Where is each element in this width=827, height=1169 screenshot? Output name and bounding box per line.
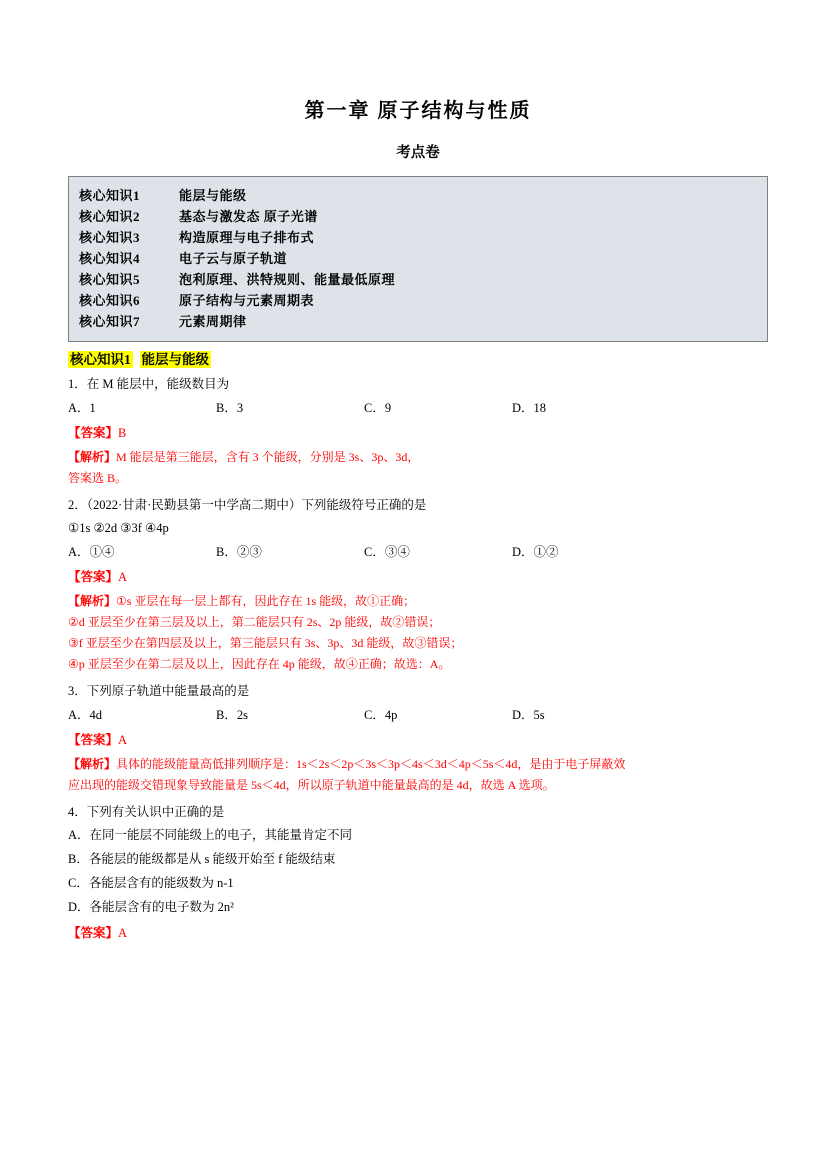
analysis-text: 答案选 B。 (68, 471, 128, 485)
option-d[interactable]: D．5s (512, 708, 545, 722)
option-b[interactable]: B．各能层的能级都是从 s 能级开始至 f 能级结束 (68, 852, 336, 866)
option-d[interactable]: D．①② (512, 545, 559, 559)
analysis-text: ③f 亚层至少在第四层及以上，第三能层只有 3s、3p、3d 能级，故③错误； (68, 636, 463, 650)
toc-item-text: 原子结构与元素周期表 (179, 293, 315, 308)
toc-item (79, 248, 757, 269)
analysis-text: ④p 亚层至少在第二层及以上，因此存在 4p 能级，故④正确；故选：A。 (68, 657, 451, 671)
answer-value: A (118, 733, 128, 747)
question-block (68, 680, 768, 796)
analysis-text: 具体的能级能量高低排列顺序是：1s＜2s＜2p＜3s＜3p＜4s＜3d＜4p＜5s＜4d，是由于电子屏蔽效 (116, 757, 626, 771)
toc-item (79, 269, 757, 290)
analysis-label: 【解析】 (68, 450, 117, 464)
section-heading (68, 348, 768, 368)
answer-label: 【答案】 (68, 426, 119, 440)
answer-value: A (118, 570, 128, 584)
analysis-text: ①s 亚层在每一层上都有，因此存在 1s 能级，故①正确； (116, 594, 416, 608)
question-options (68, 704, 768, 726)
toc-item-key: 核心知识1 (79, 188, 141, 203)
toc-item-key: 核心知识3 (79, 230, 141, 245)
option-c[interactable]: C．③④ (364, 545, 410, 559)
analysis-text: 应出现的能级交错现象导致能量是 5s＜4d，所以原子轨道中能量最高的是 4d，故选 A 选项。 (68, 778, 555, 792)
section-heading-key: 核心知识1 (70, 352, 131, 367)
answer-value: B (118, 426, 127, 440)
analysis-label: 【解析】 (68, 594, 117, 608)
option-b[interactable]: B．3 (216, 401, 244, 415)
answer-label: 【答案】 (68, 570, 119, 584)
question-options (68, 541, 768, 563)
analysis-text: ②d 亚层至少在第三层及以上，第二能层只有 2s、2p 能级，故②错误； (68, 615, 441, 629)
core-knowledge-list (68, 176, 768, 342)
analysis-text: M 能层是第三能层，含有 3 个能级，分别是 3s、3p、3d， (116, 450, 420, 464)
answer-value: A (118, 926, 128, 940)
section-heading-title: 能层与能级 (141, 352, 209, 367)
toc-item-key: 核心知识2 (79, 209, 141, 224)
page-subtitle: 考点卷 (396, 145, 440, 161)
analysis-line (68, 591, 768, 612)
toc-item (79, 206, 757, 227)
toc-item-key: 核心知识7 (79, 314, 141, 329)
page-title: 第一章 原子结构与性质 (304, 100, 532, 122)
question-block (68, 494, 768, 675)
answer-line (68, 729, 768, 751)
option-a[interactable]: A．①④ (68, 545, 115, 559)
question-stem: 2．（2022·甘肃·民勤县第一中学高二期中）下列能级符号正确的是 (68, 498, 427, 512)
question-stem: 4．下列有关认识中正确的是 (68, 805, 225, 819)
toc-item (79, 185, 757, 206)
option-c[interactable]: C．各能层含有的能级数为 n-1 (68, 876, 234, 890)
option-b[interactable]: B．2s (216, 708, 248, 722)
question-stem: 1．在 M 能层中，能级数目为 (68, 377, 230, 391)
toc-item-text: 基态与激发态 原子光谱 (179, 209, 318, 224)
toc-item (79, 311, 757, 332)
toc-item-key: 核心知识6 (79, 293, 141, 308)
option-d[interactable]: D．各能层含有的电子数为 2n² (68, 900, 234, 914)
toc-item-text: 能层与能级 (179, 188, 247, 203)
option-d[interactable]: D．18 (512, 401, 547, 415)
question-block (68, 373, 768, 489)
toc-item-key: 核心知识5 (79, 272, 141, 287)
question-options (68, 823, 768, 919)
answer-label: 【答案】 (68, 733, 119, 747)
answer-label: 【答案】 (68, 926, 119, 940)
toc-item-key: 核心知识4 (79, 251, 141, 266)
page-content (68, 94, 768, 944)
analysis-label: 【解析】 (68, 757, 117, 771)
question-options (68, 397, 768, 419)
question-stem: 3．下列原子轨道中能量最高的是 (68, 684, 250, 698)
answer-line (68, 422, 768, 444)
question-block (68, 801, 768, 944)
analysis-line (68, 754, 768, 775)
toc-item (79, 227, 757, 248)
toc-item-text: 泡利原理、洪特规则、能量最低原理 (179, 272, 396, 287)
question-substem: ①1s ②2d ③3f ④4p (68, 521, 169, 535)
option-b[interactable]: B．②③ (216, 545, 262, 559)
toc-item-text: 电子云与原子轨道 (179, 251, 288, 266)
answer-line (68, 566, 768, 588)
toc-item (79, 290, 757, 311)
option-a[interactable]: A．在同一能层不同能级上的电子，其能量肯定不同 (68, 828, 353, 842)
option-a[interactable]: A．4d (68, 708, 103, 722)
option-c[interactable]: C．4p (364, 708, 398, 722)
option-c[interactable]: C．9 (364, 401, 392, 415)
option-a[interactable]: A．1 (68, 401, 96, 415)
toc-item-text: 元素周期律 (179, 314, 247, 329)
answer-line (68, 922, 768, 944)
analysis-line (68, 447, 768, 468)
toc-item-text: 构造原理与电子排布式 (179, 230, 315, 245)
